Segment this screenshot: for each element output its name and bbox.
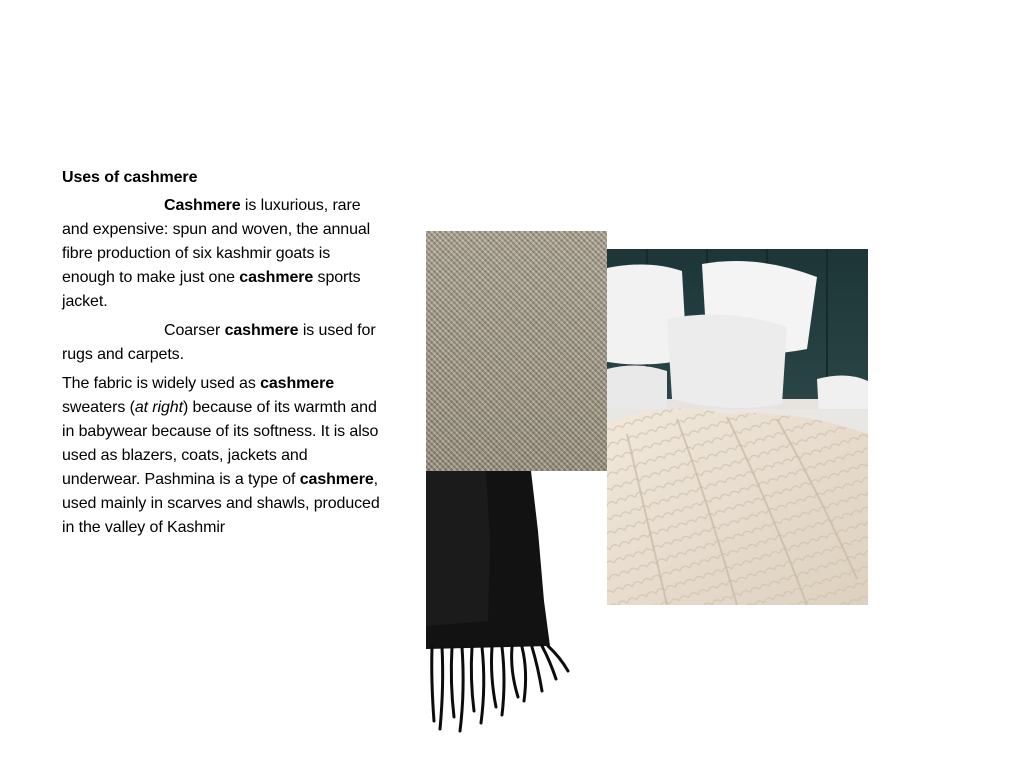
- paragraph-text: , used mainly in scarves and shawls, produced in the valley of Kashmir: [62, 471, 380, 536]
- text-block: [62, 166, 380, 545]
- italic-term: at right: [134, 399, 183, 416]
- paragraph-luxurious: [62, 194, 380, 314]
- black-scarf-photo: [426, 471, 571, 735]
- bold-term: cashmere: [260, 375, 334, 392]
- paragraph-text: is used for rugs and carpets.: [62, 322, 376, 363]
- paragraph-text: ) because of its warmth and in babywear because of its softness. It is also used as blazers, coats, jackets and underwear. Pashmina is a type of: [62, 399, 379, 488]
- bold-term: cashmere: [299, 471, 374, 488]
- cashmere-throw-bed-photo: [607, 249, 868, 605]
- paragraph-text: Coarser: [164, 322, 225, 339]
- paragraph-text: sports jacket.: [62, 269, 361, 310]
- bed-illustration: [607, 249, 868, 605]
- paragraph-text: is luxurious, rare and expensive: spun and woven, the annual fibre production of six kashmir goats is enough to make just one: [62, 197, 371, 286]
- bold-term: cashmere: [239, 269, 314, 286]
- paragraph-text: The fabric is widely used as: [62, 375, 261, 392]
- section-heading: Uses of cashmere: [62, 169, 198, 186]
- paragraph-text: sweaters (: [62, 399, 135, 416]
- woven-fabric-photo: [426, 231, 607, 471]
- bold-term: Cashmere: [164, 197, 241, 214]
- scarf-illustration: [426, 471, 571, 735]
- paragraph-fabric-uses: [62, 372, 380, 540]
- bold-term: cashmere: [224, 322, 299, 339]
- paragraph-coarser: [62, 319, 380, 367]
